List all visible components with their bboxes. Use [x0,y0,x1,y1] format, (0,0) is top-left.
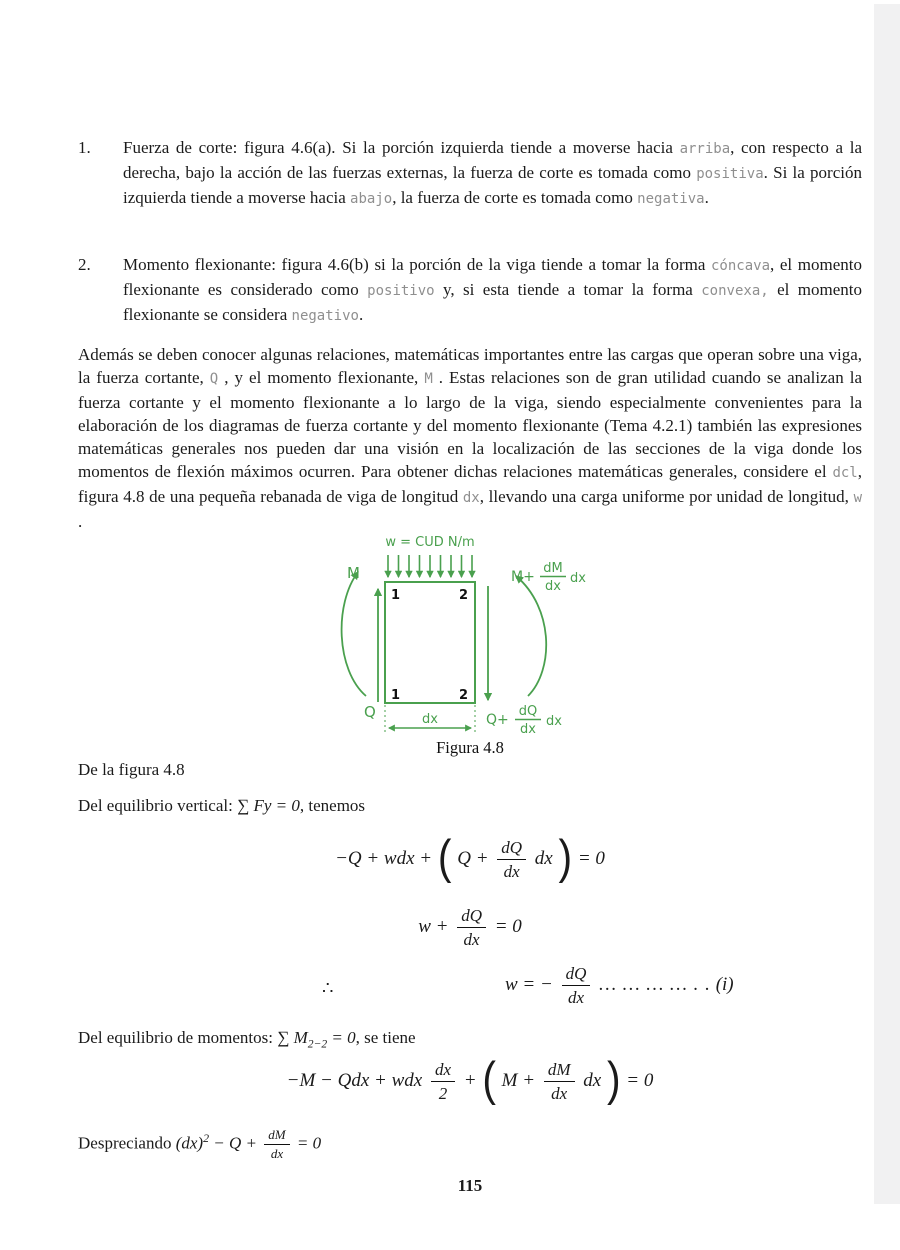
eq-term: w = − [505,974,553,995]
text-segment: . Estas relaciones son de gran utilidad cuando se analizan la fuerza cortante y el momento flexionante a lo largo de la viga, siendo especialmente convenientes para la elaboración de los diagramas de fuerza cortante y del momento flexionante (Tema 4.2.1) también las expresiones matemáticas generales nos pueden dar una visión en la localización de las secciones de la viga donde los momentos de flexión máximos ocurren. Para obtener dichas relaciones matemáticas generales, considere el [78,368,862,481]
right-moment-label [511,561,586,594]
right-shear-post: dx [546,714,562,729]
dx-dimension [385,705,475,732]
text-segment: . [358,305,364,324]
left-shear-label: Q [364,703,376,721]
list-number: 1. [78,138,91,157]
text-segment: Momento flexionante: figura 4.6(b) si la porción de la viga tiende a tomar la forma [123,255,711,274]
text-segment: abajo [350,191,393,207]
right-shear-label [486,704,562,737]
close-paren: ) [558,830,573,884]
list-item-text [123,136,862,211]
right-moment-denominator: dx [545,579,561,594]
fraction-dm-dx [544,1059,575,1105]
right-moment-post: dx [570,571,586,586]
section-label-top-left: 1 [391,588,401,603]
text-segment: w [853,490,862,506]
eq-term: = 0 [494,916,522,937]
section-label-bottom-left: 1 [391,688,401,703]
eq-term: = 0 [626,1070,654,1091]
right-moment-pre: M+ [511,569,535,585]
eq-term: dx [534,848,553,869]
figure-caption: Figura 4.8 [436,738,504,757]
left-moment-arrow [342,572,366,696]
fraction-dm-dx [264,1127,289,1163]
eq-term: + [463,1070,477,1091]
eq-term: (dx) [175,1133,204,1153]
page-number: 115 [457,1176,483,1195]
text-segment: Además se deben conocer algunas relaciones, matemáticas importantes entre las cargas que operan sobre una viga, la fuerza cortante, [78,345,862,387]
intro-paragraph [78,343,862,533]
fraction-numerator: dQ [457,905,486,928]
fraction-numerator: dx [431,1059,455,1082]
eq-term: Q + [457,848,489,869]
eq-term: = 0 [577,848,605,869]
fraction-denominator: 2 [438,1084,448,1104]
list-item-text [123,253,862,328]
open-paren: ( [437,830,452,884]
right-shear-numerator: dQ [518,704,538,719]
right-moment-arrow [516,576,546,696]
text-segment: positivo [367,283,435,299]
equation-vertical-1 [78,830,862,888]
equation-number-label: (i) [715,974,734,995]
fraction-denominator: dx [270,1146,284,1162]
text-segment: , la fuerza de corte es tomada como [392,188,638,207]
text-segment: , con respecto a la derecha, bajo la acción de las fuerzas externas, la fuerza de corte es tomada como [123,138,863,182]
eq-term: − Q + [209,1133,258,1153]
fraction-dq-dx [497,837,526,883]
text-segment: 2−2 [307,1037,328,1051]
neglecting-line [78,1118,862,1164]
list-item-bending-moment [78,253,862,328]
text-segment: negativo [291,308,359,324]
text-segment: , el momento flexionante es considerado como [123,255,862,299]
fraction-dq-dx [562,963,591,1009]
text-segment: , llevando una carga uniforme por unidad de longitud, [479,487,854,506]
fraction-dx-2 [431,1059,455,1105]
exponent: 2 [203,1131,210,1145]
eq-term: −M − Qdx + wdx [286,1070,423,1091]
therefore-symbol: ∴ [322,978,334,998]
left-moment-label: M [347,564,360,582]
text-segment: = 0 [327,1028,356,1047]
fraction-numerator: dQ [562,963,591,986]
dx-dimension-label: dx [422,712,438,727]
fraction-denominator: dx [503,862,520,882]
fraction-dq-dx [457,905,486,951]
text-segment: el momento flexionante se considera [123,280,862,324]
text-segment: cóncava [711,258,771,274]
list-number: 2. [78,255,91,274]
scrollbar-track[interactable] [874,4,900,1204]
text-segment: positiva [696,166,764,182]
eq-term: w + [418,916,449,937]
text-segment: dx [462,490,480,506]
eq-term: = 0 [296,1133,322,1153]
fraction-numerator: dM [264,1127,289,1145]
fraction-denominator: dx [567,988,584,1008]
text-segment: Del equilibrio vertical: [78,796,238,815]
text-segment: y, si esta tiende a tomar la forma [434,280,702,299]
text-segment: , figura 4.8 de una pequeña rebanada de viga de longitud [78,462,862,506]
text-segment: Fuerza de corte: figura 4.6(a). Si la porción izquierda tiende a moverse hacia [123,138,680,157]
list-item-shear-force [78,136,862,211]
text-segment: M [424,371,433,387]
open-paren: ( [482,1052,496,1106]
text-segment: , y el momento flexionante, [218,368,425,387]
distributed-load-arrows [388,555,472,577]
text-segment: convexa, [701,283,769,299]
right-shear-denominator: dx [520,722,536,737]
fraction-numerator: dM [544,1059,575,1082]
fraction-numerator: dQ [497,837,526,860]
text-segment: ∑ M [277,1028,308,1047]
vertical-equilibrium-intro [78,794,862,818]
figure-reference-line: De la figura 4.8 [78,760,185,779]
text-segment: Del equilibrio de momentos: [78,1028,278,1047]
text-segment: . [78,512,83,531]
close-paren: ) [606,1052,621,1106]
text-segment: , se tiene [355,1028,416,1047]
text-segment: . Si la porción izquierda tiende a moverse hacia [123,163,862,207]
equation-result-i [505,957,734,1013]
text-segment: negativa [637,191,705,207]
equation-dots: … … … … . . [599,974,711,995]
distributed-load-label: w = CUD N/m [385,535,475,550]
text-segment: arriba [679,141,731,157]
neglecting-text: Despreciando [78,1133,176,1153]
text-segment: . [704,188,709,207]
text-segment: Q [209,371,219,387]
eq-term: M + [501,1070,536,1091]
fraction-denominator: dx [463,930,480,950]
beam-element-diagram [320,532,620,737]
eq-term: dx [583,1070,602,1091]
eq-term: −Q + wdx + [335,848,433,869]
text-segment: dcl [832,465,858,481]
text-segment: ∑ Fy = 0 [237,796,300,815]
section-label-top-right: 2 [459,588,469,603]
section-label-bottom-right: 2 [459,688,469,703]
equation-vertical-2 [78,898,862,956]
text-segment: , tenemos [299,796,366,815]
right-moment-numerator: dM [543,561,563,576]
fraction-denominator: dx [551,1084,568,1104]
right-shear-pre: Q+ [486,712,509,728]
equation-moments [78,1052,862,1110]
